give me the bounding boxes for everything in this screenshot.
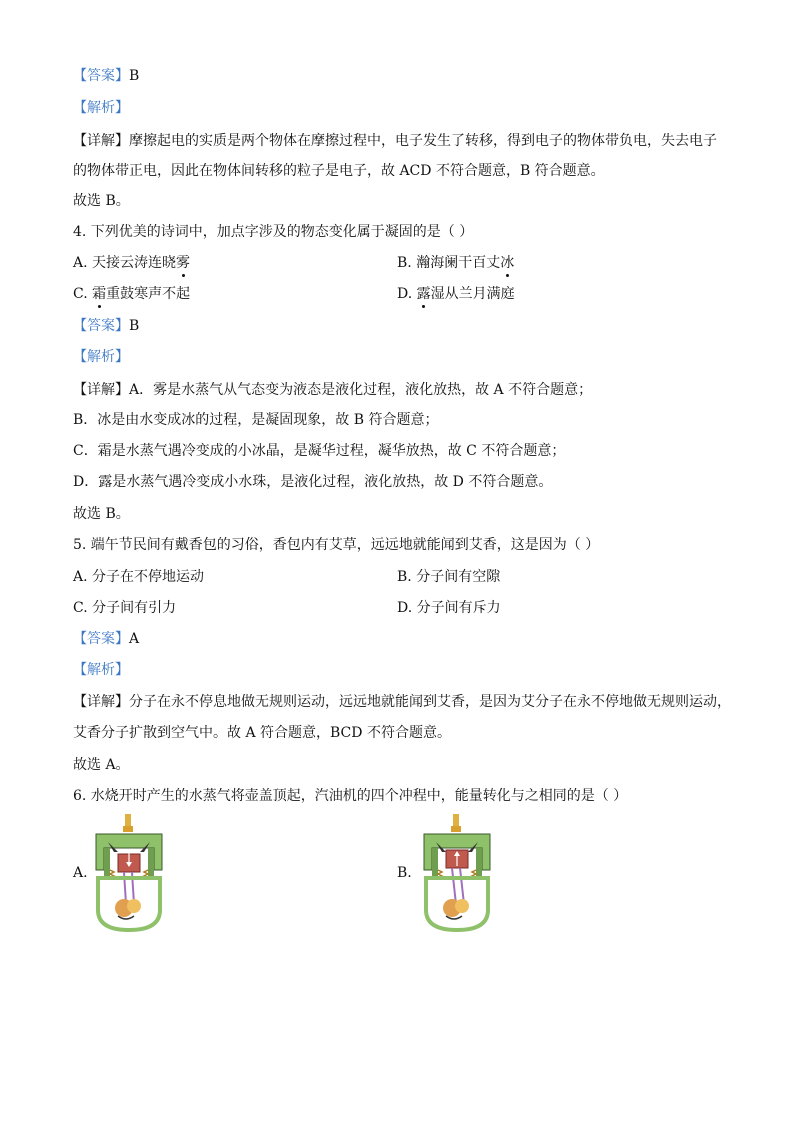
q4-option-a [73, 253, 190, 273]
option-text: 湿从兰月满庭 [430, 286, 515, 302]
answer-value: B [129, 68, 140, 84]
answer-tag: 【答案】 [73, 631, 129, 647]
option-text: 重鼓寒声不起 [106, 286, 191, 302]
spark-plug-icon [125, 814, 131, 828]
spark-plug-icon [453, 814, 459, 828]
dotted-char: 雾 [176, 255, 191, 271]
q6-stem: 6. 水烧开时产生的水蒸气将壶盖顶起，汽油机的四个冲程中，能量转化与之相同的是（ ） [73, 788, 628, 804]
q3-analysis [73, 98, 129, 118]
answer-value: A [129, 631, 140, 647]
q3-detail-line1 [73, 131, 717, 151]
q4-detail-a [73, 380, 592, 400]
q5-conclusion: 故选 A。 [73, 757, 130, 773]
engine-diagram-a [88, 812, 170, 932]
detail-text: 摩擦起电的实质是两个物体在摩擦过程中，电子发生了转移，得到电子的物体带负电，失去电子 [129, 133, 717, 149]
detail-text: 分子在永不停息地做无规则运动，远远地就能闻到艾香，是因为艾分子在永不停地做无规则运动， [129, 694, 731, 710]
detail-text: A．雾是水蒸气从气态变为液态是液化过程，液化放热，故 A 不符合题意； [129, 382, 593, 398]
dotted-char: 露 [416, 286, 431, 302]
option-text: C. [73, 286, 93, 302]
q4-conclusion: 故选 B。 [73, 506, 130, 522]
q5-option-a: A. 分子在不停地运动 [73, 569, 205, 585]
answer-value: B [129, 318, 140, 334]
q4-analysis [73, 347, 129, 367]
detail-tag: 【详解】 [73, 694, 129, 710]
analysis-tag: 【解析】 [73, 662, 129, 678]
q4-option-c [73, 284, 190, 304]
analysis-tag: 【解析】 [73, 349, 129, 365]
q4-option-b [397, 253, 514, 273]
q4-detail-c: C．霜是水蒸气遇冷变成的小冰晶，是凝华过程，凝华放热，故 C 不符合题意； [73, 443, 566, 459]
q5-option-d: D. 分子间有斥力 [397, 600, 501, 616]
option-text: A. 天接云涛连晓 [73, 255, 177, 271]
q4-detail-d: D．露是水蒸气遇冷变成小水珠，是液化过程，液化放热，故 D 不符合题意。 [73, 474, 553, 490]
engine-diagram-b [416, 812, 498, 932]
q5-analysis [73, 660, 129, 680]
q5-stem: 5. 端午节民间有戴香包的习俗，香包内有艾草，远远地就能闻到艾香，这是因为（ ） [73, 537, 600, 553]
q5-option-c: C. 分子间有引力 [73, 600, 177, 616]
q5-detail-line1 [73, 692, 731, 712]
option-text: D. [397, 286, 417, 302]
q3-answer [73, 66, 139, 86]
answer-tag: 【答案】 [73, 318, 129, 334]
analysis-tag: 【解析】 [73, 100, 129, 116]
q3-detail-line2: 的物体带正电，因此在物体间转移的粒子是电子，故 ACD 不符合题意，B 符合题意。 [73, 163, 605, 179]
q4-stem: 4. 下列优美的诗词中，加点字涉及的物态变化属于凝固的是（ ） [73, 224, 474, 240]
q6-option-b-label: B. [397, 865, 412, 881]
detail-tag: 【详解】 [73, 133, 129, 149]
option-text: B. 瀚海阑干百丈 [397, 255, 501, 271]
q5-detail-line2: 艾香分子扩散到空气中。故 A 符合题意，BCD 不符合题意。 [73, 725, 451, 741]
q5-answer [73, 629, 139, 649]
q4-option-d [397, 284, 515, 304]
answer-tag: 【答案】 [73, 68, 129, 84]
q4-detail-b: B．冰是由水变成冰的过程，是凝固现象，故 B 符合题意； [73, 412, 439, 428]
q3-conclusion: 故选 B。 [73, 193, 130, 209]
dotted-char: 霜 [92, 286, 107, 302]
detail-tag: 【详解】 [73, 382, 129, 398]
dotted-char: 冰 [500, 255, 515, 271]
q5-option-b: B. 分子间有空隙 [397, 569, 501, 585]
q6-option-a-label: A. [73, 865, 88, 881]
q4-answer [73, 316, 139, 336]
